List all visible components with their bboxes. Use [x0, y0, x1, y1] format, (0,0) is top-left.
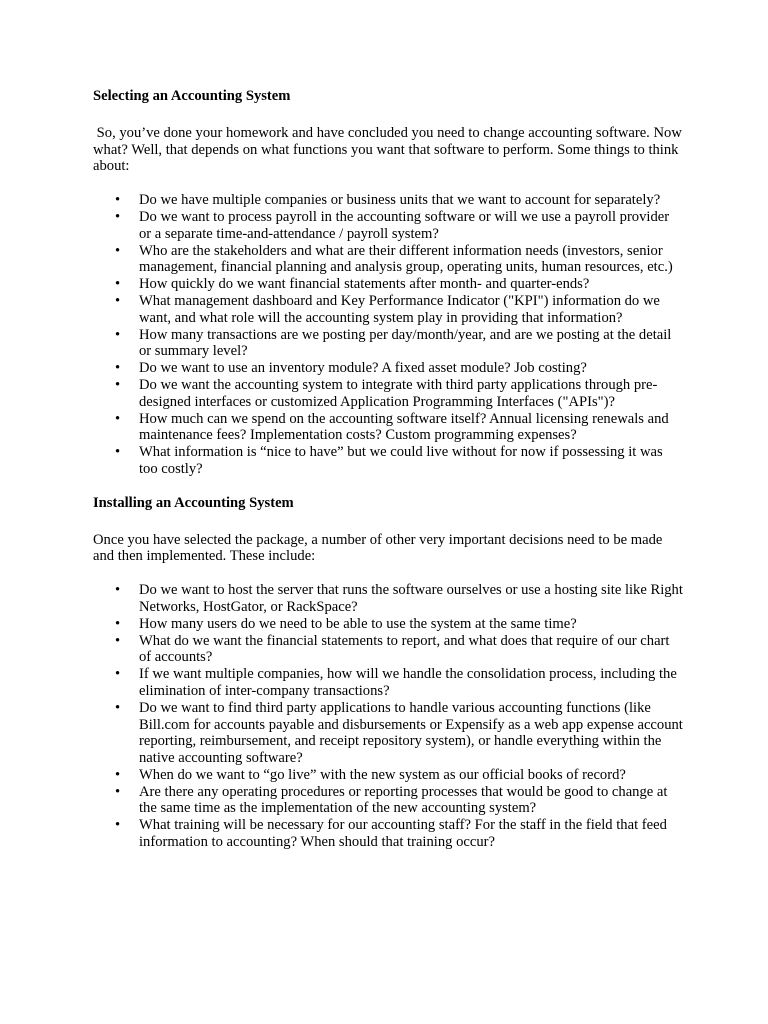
bullet-list-installing	[93, 582, 683, 851]
list-item: • Do we want to process payroll in the accounting software or will we use a payroll provider or a separate time-and-attendance / payroll system?	[139, 209, 683, 243]
list-item: • Are there any operating procedures or reporting processes that would be good to change at the same time as the implementation of the new accounting system?	[139, 784, 683, 818]
document-page	[93, 88, 686, 851]
list-item: • Do we want the accounting system to integrate with third party applications through pre-designed interfaces or customized Application Programming Interfaces ("APIs")?	[139, 377, 683, 411]
list-item: • What management dashboard and Key Performance Indicator ("KPI") information do we want, and what role will the accounting system play in providing that information?	[139, 293, 683, 327]
list-item: • What information is “nice to have” but we could live without for now if possessing it was too costly?	[139, 444, 683, 478]
list-item: • How many transactions are we posting per day/month/year, and are we posting at the detail or summary level?	[139, 327, 683, 361]
list-item: • What do we want the financial statements to report, and what does that require of our chart of accounts?	[139, 633, 683, 667]
section-intro-selecting: So, you’ve done your homework and have concluded you need to change accounting software. Now what? Well, that depends on what functions you want that software to perform. Some things to think about:	[93, 124, 686, 175]
section-heading-installing: Installing an Accounting System	[93, 494, 294, 511]
list-item: • What training will be necessary for our accounting staff? For the staff in the field that feed information to accounting? When should that training occur?	[139, 817, 683, 851]
list-item: • Do we want to host the server that runs the software ourselves or use a hosting site like Right Networks, HostGator, or RackSpace?	[139, 582, 683, 616]
bullet-list-selecting	[93, 192, 683, 478]
list-item: • Do we want to find third party applications to handle various accounting functions (like Bill.com for accounts payable and disbursements or Expensify as a web app expense account reporting, reimbursement, and receipt repository system), or handle everything within the native accounting software?	[139, 700, 683, 767]
list-item: • Who are the stakeholders and what are their different information needs (investors, senior management, financial planning and analysis group, operating units, human resources, etc.)	[139, 243, 683, 277]
list-item: • How many users do we need to be able to use the system at the same time?	[139, 616, 683, 633]
list-item: • How much can we spend on the accounting software itself? Annual licensing renewals and maintenance fees? Implementation costs? Custom programming expenses?	[139, 411, 683, 445]
list-item: • If we want multiple companies, how will we handle the consolidation process, including the elimination of inter-company transactions?	[139, 666, 683, 700]
section-intro-installing: Once you have selected the package, a number of other very important decisions need to be made and then implemented. These include:	[93, 531, 663, 565]
list-item: • When do we want to “go live” with the new system as our official books of record?	[139, 767, 683, 784]
section-heading-selecting: Selecting an Accounting System	[93, 88, 291, 104]
list-item: • How quickly do we want financial statements after month- and quarter-ends?	[139, 276, 683, 293]
list-item: • Do we want to use an inventory module? A fixed asset module? Job costing?	[139, 360, 683, 377]
list-item: • Do we have multiple companies or business units that we want to account for separately?	[139, 192, 683, 209]
